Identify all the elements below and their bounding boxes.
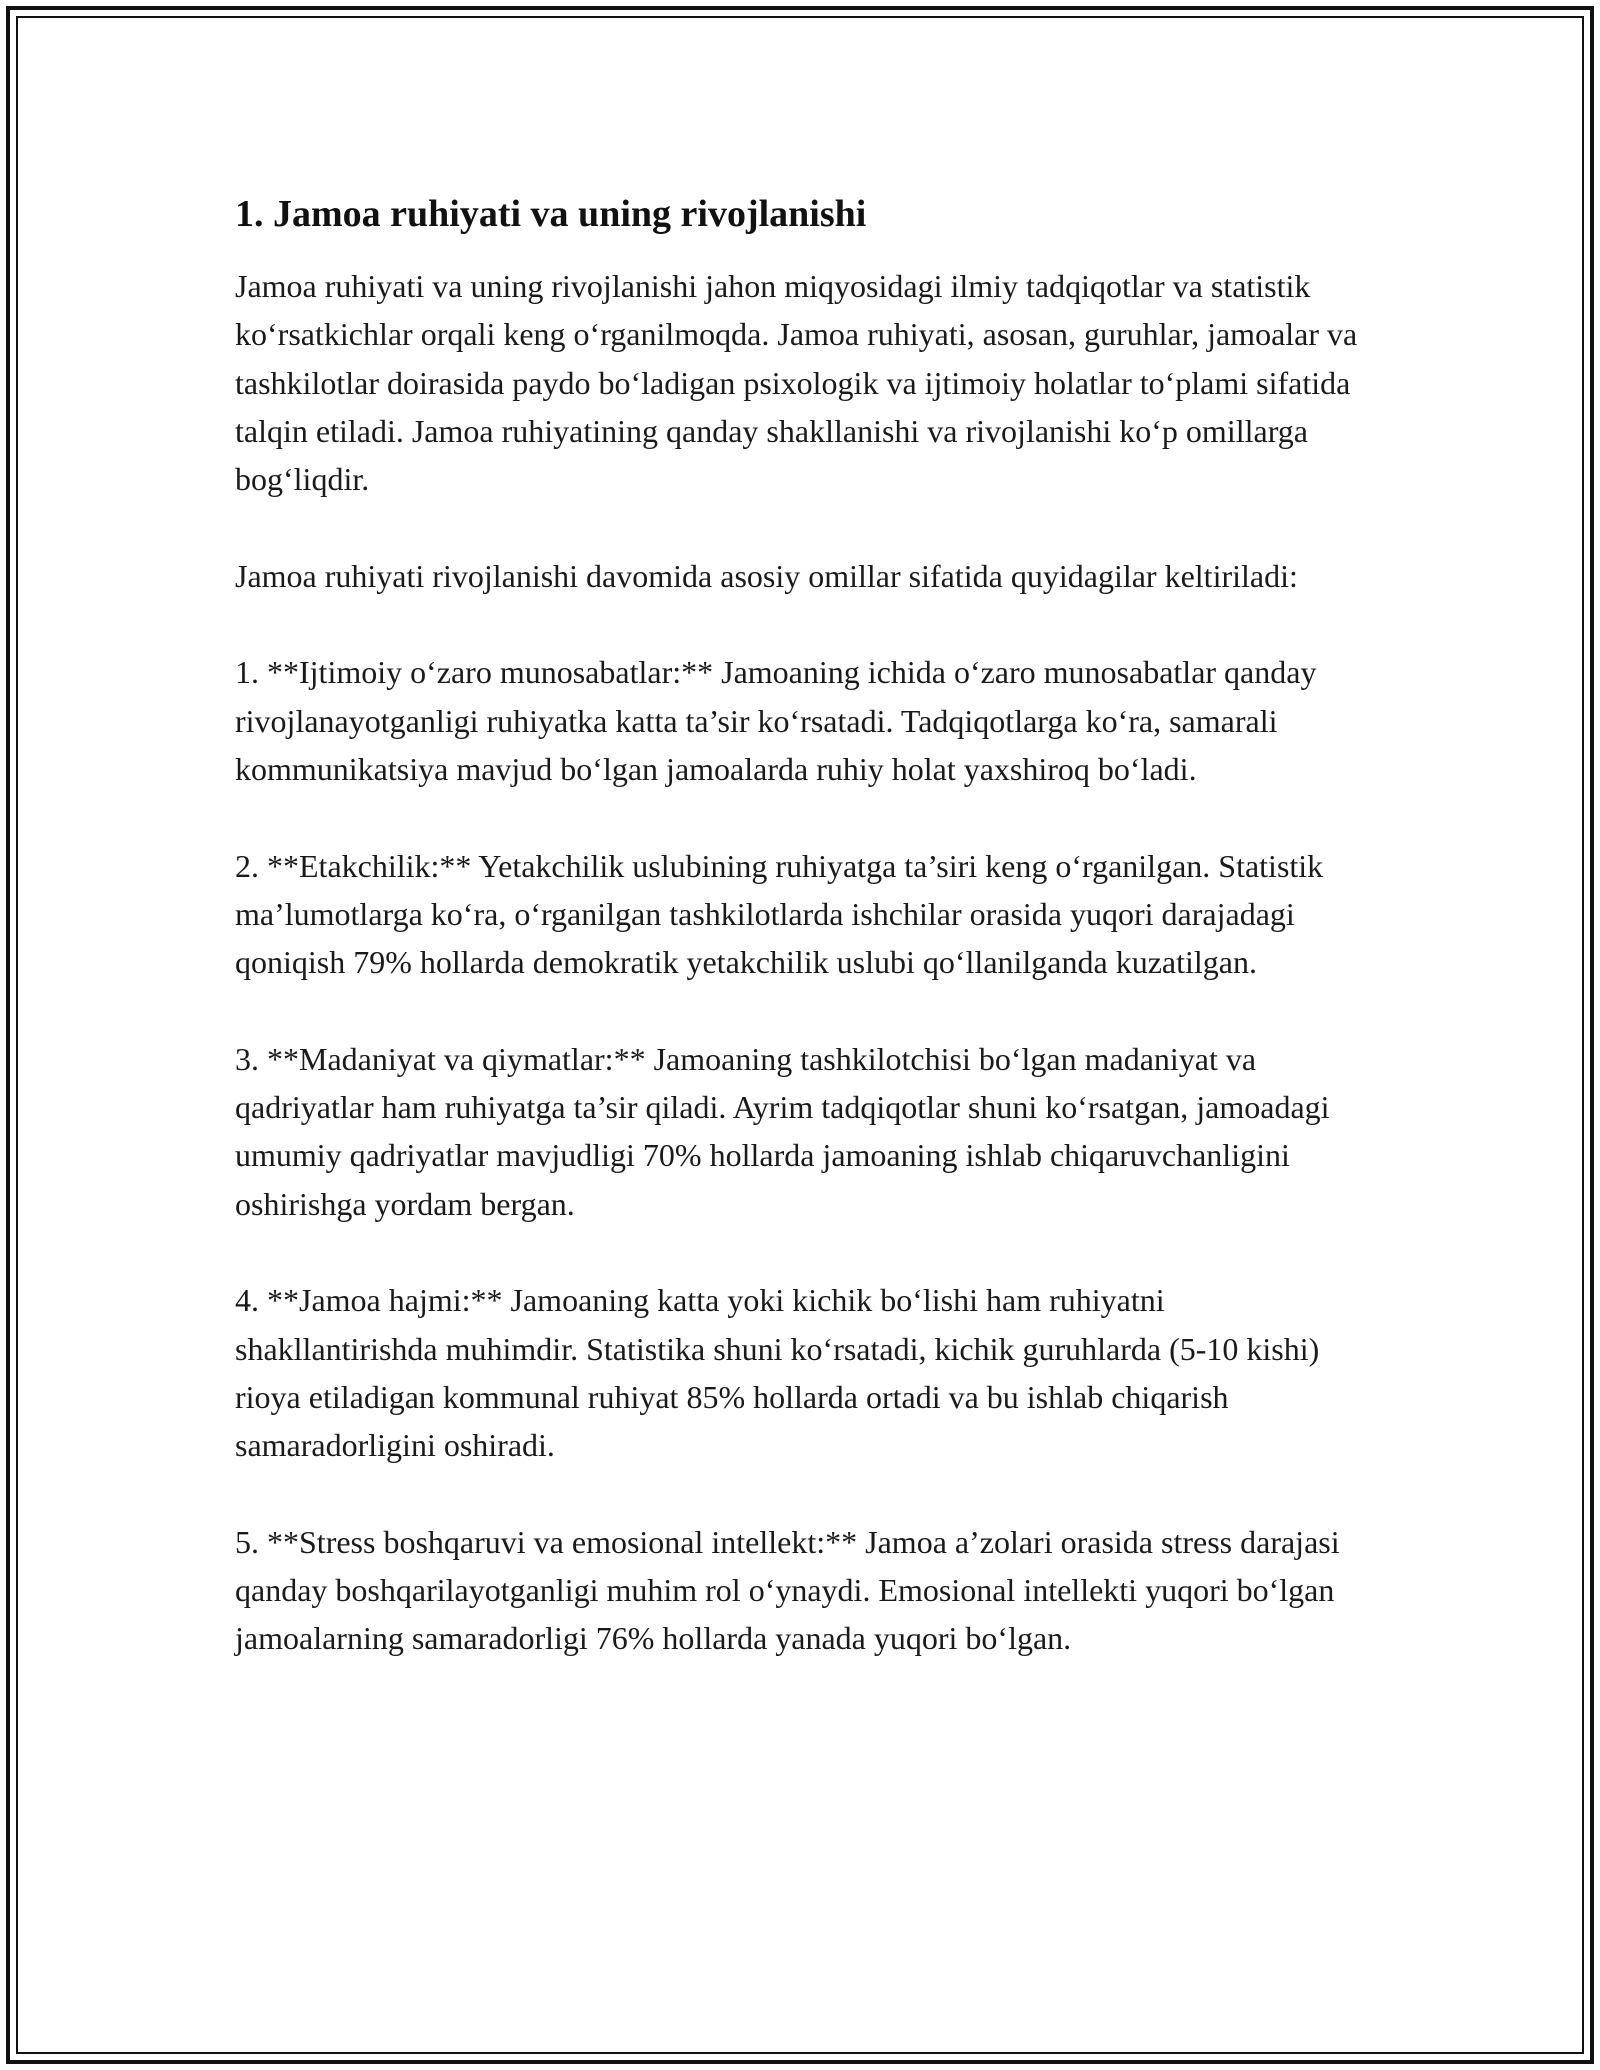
section-heading: 1. Jamoa ruhiyati va uning rivojlanishi	[235, 193, 867, 235]
factor-stress-emotional-intelligence: 5. **Stress boshqaruvi va emosional intellekt:** Jamoa a’zolari orasida stress darajasi qanday boshqarilayotganligi muhim rol o‘ynaydi. Emosional intellekti yuqori bo‘lgan jamoalarning samaradorligi 76% hollarda yanada yuqori bo‘lgan.	[235, 1523, 1340, 1657]
factor-leadership: 2. **Etakchilik:** Yetakchilik uslubining ruhiyatga ta’siri keng o‘rganilgan. Statistik ma’lumotlarga ko‘ra, o‘rganilgan tashkilotlarda ishchilar orasida yuqori darajadagi qoniqish 79% hollarda demokratik yetakchilik uslubi qo‘llanilganda kuzatilgan.	[235, 847, 1324, 981]
factor-team-size: 4. **Jamoa hajmi:** Jamoaning katta yoki kichik bo‘lishi ham ruhiyatni shakllantirishda muhimdir. Statistika shuni ko‘rsatadi, kichik guruhlarda (5-10 kishi) rioya etiladigan kommunal ruhiyat 85% hollarda ortadi va bu ishlab chiqarish samaradorligini oshiradi.	[235, 1282, 1320, 1464]
factor-social-interaction: 1. **Ijtimoiy o‘zaro munosabatlar:** Jamoaning ichida o‘zaro munosabatlar qanday rivojlanayotganligi ruhiyatka katta ta’sir ko‘rsatadi. Tadqiqotlarga ko‘ra, samarali kommunikatsiya mavjud bo‘lgan jamoalarda ruhiy holat yaxshiroq bo‘ladi.	[235, 654, 1317, 787]
factors-intro-paragraph: Jamoa ruhiyati rivojlanishi davomida asosiy omillar sifatida quyidagilar keltiriladi:	[235, 557, 1298, 594]
intro-paragraph: Jamoa ruhiyati va uning rivojlanishi jahon miqyosidagi ilmiy tadqiqotlar va statistik ko‘rsatkichlar orqali keng o‘rganilmoqda. Jamoa ruhiyati, asosan, guruhlar, jamoalar va tashkilotlar doirasida paydo bo‘ladigan psixologik va ijtimoiy holatlar to‘plami sifatida talqin etiladi. Jamoa ruhiyatining qanday shakllanishi va rivojlanishi ko‘p omillarga bog‘liqdir.	[235, 268, 1358, 498]
document-body	[235, 188, 1375, 1711]
factor-culture-values: 3. **Madaniyat va qiymatlar:** Jamoaning tashkilotchisi bo‘lgan madaniyat va qadriyatlar ham ruhiyatga ta’sir qiladi. Ayrim tadqiqotlar shuni ko‘rsatgan, jamoadagi umumiy qadriyatlar mavjudligi 70% hollarda jamoaning ishlab chiqaruvchanligini oshirishga yordam bergan.	[235, 1040, 1330, 1222]
